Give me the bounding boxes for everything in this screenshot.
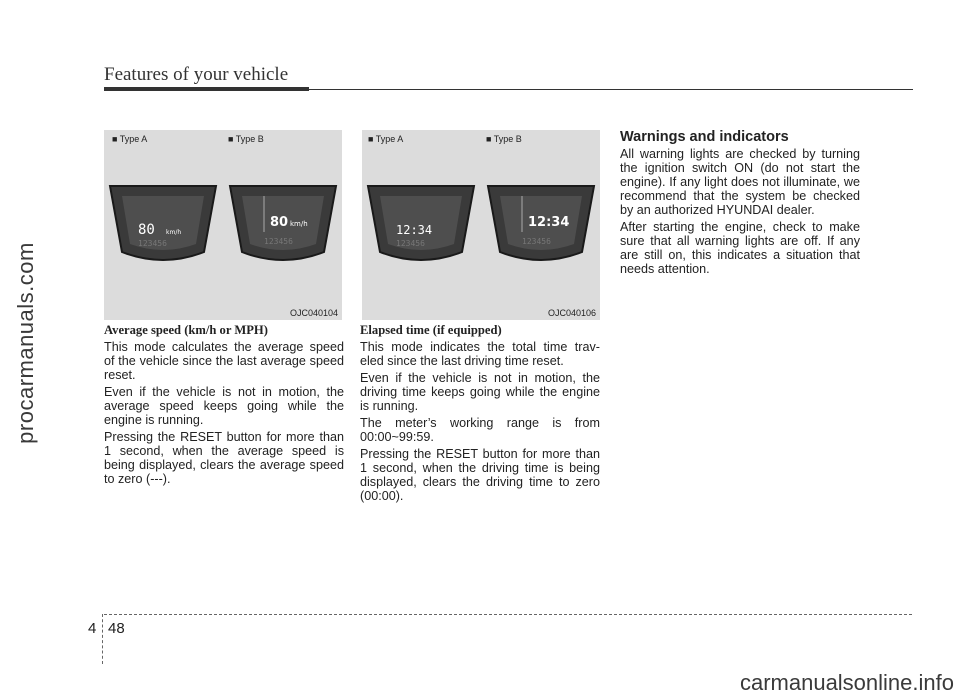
odometer-value: 123456 xyxy=(138,239,167,248)
odometer-value: 123456 xyxy=(522,237,551,246)
cluster-display-type-a xyxy=(366,182,476,270)
column-average-speed xyxy=(104,323,344,489)
speed-value: 80 xyxy=(270,215,289,230)
chapter-number: 4 xyxy=(88,620,97,637)
speed-value: 80 xyxy=(138,222,155,238)
speed-unit: km/h xyxy=(166,229,182,236)
odometer-value: 123456 xyxy=(264,237,293,246)
bottom-watermark: carmanualsonline.info xyxy=(739,670,954,695)
speed-unit: km/h xyxy=(290,220,308,228)
paragraph: Even if the vehicle is not in motion, the average speed keeps going while the engine is running. xyxy=(104,385,344,427)
paragraph: Pressing the RESET button for more than 1 second, when the average speed is being displayed, clears the average speed to zero (---). xyxy=(104,430,344,486)
type-b-label: ■ Type B xyxy=(486,134,522,144)
cluster-display-type-b xyxy=(486,182,596,270)
figure-code: OJC040106 xyxy=(547,308,596,318)
paragraph: Even if the vehicle is not in motion, the driving time keeps going while the engine is running. xyxy=(360,371,600,413)
page-number: 48 xyxy=(108,620,125,637)
figure-elapsed-time xyxy=(362,130,600,320)
figure-panel-type-b xyxy=(482,130,600,320)
section-heading: Warnings and indicators xyxy=(620,129,789,145)
figure-average-speed xyxy=(104,130,342,320)
paragraph: The meter’s working range is from 00:00~99:59. xyxy=(360,416,600,444)
figure-panel-type-a xyxy=(362,130,480,320)
type-b-label: ■ Type B xyxy=(228,134,264,144)
paragraph: All warning lights are checked by turning the ignition switch ON (do not start the engine). If any light does not illuminate, we recommend that the system be checked by an authorized HYUNDAI dealer. xyxy=(620,147,860,217)
paragraph: This mode indicates the total time trav-eled since the last driving time reset. xyxy=(360,340,600,368)
paragraph: Pressing the RESET button for more than 1 second, when the driving time is being displayed, clears the driving time to zero (00:00). xyxy=(360,447,600,503)
figure-panel-type-b xyxy=(224,130,342,320)
column-warnings xyxy=(620,130,860,279)
cluster-display-type-b xyxy=(228,182,338,270)
time-value: 12:34 xyxy=(528,215,570,230)
footer-divider xyxy=(102,614,103,664)
section-heading: Average speed (km/h or MPH) xyxy=(104,323,268,337)
paragraph: After starting the engine, check to make sure that all warning lights are off. If any are still on, this indicates a situation that needs attention. xyxy=(620,220,860,276)
column-elapsed-time xyxy=(360,323,600,506)
type-a-label: ■ Type A xyxy=(112,134,148,144)
type-a-label: ■ Type A xyxy=(368,134,404,144)
figure-code: OJC040104 xyxy=(289,308,338,318)
header-rule-thin xyxy=(309,89,913,90)
paragraph: This mode calculates the average speed of the vehicle since the last average speed reset. xyxy=(104,340,344,382)
header-rule-thick xyxy=(104,87,309,91)
odometer-value: 123456 xyxy=(396,239,425,248)
figure-panel-type-a xyxy=(104,130,222,320)
footer-rule xyxy=(104,614,912,615)
cluster-display-type-a xyxy=(108,182,218,270)
side-watermark: procarmanuals.com xyxy=(13,242,38,444)
time-value: 12:34 xyxy=(396,223,433,237)
page-header-title: Features of your vehicle xyxy=(104,64,289,85)
section-heading: Elapsed time (if equipped) xyxy=(360,323,502,337)
